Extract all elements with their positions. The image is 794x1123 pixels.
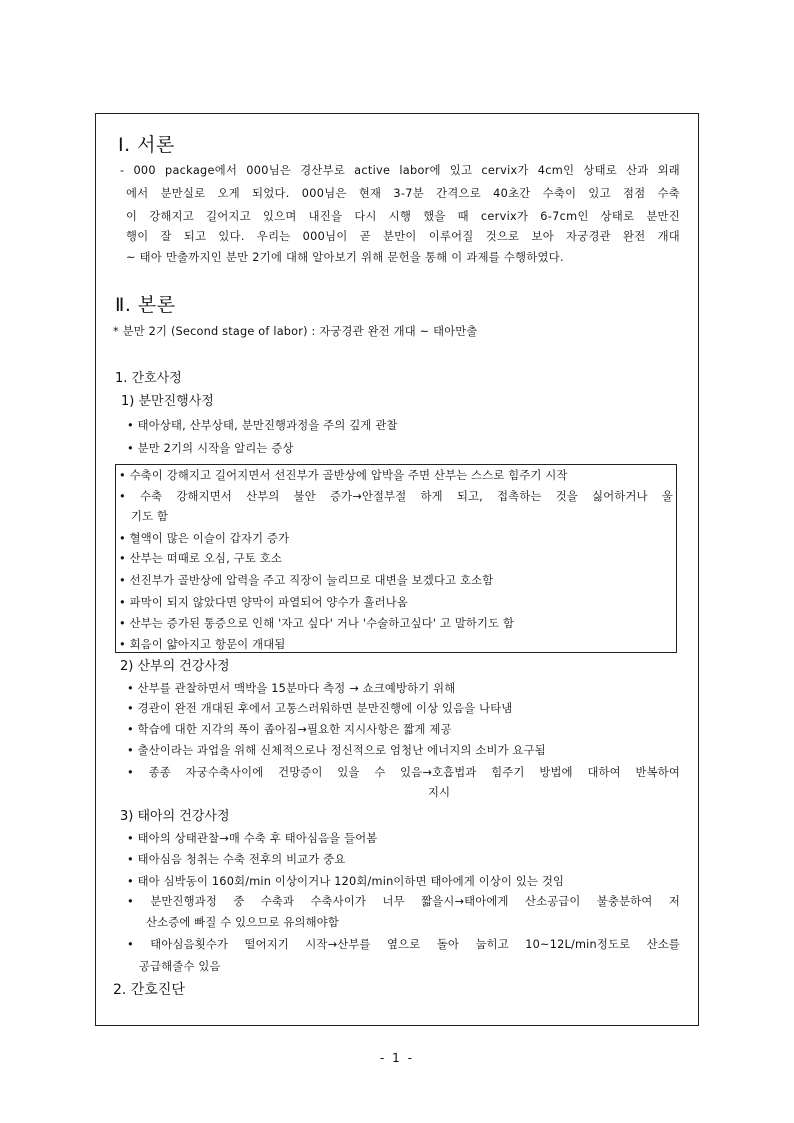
list-item: • 학습에 대한 지각의 폭이 좁아짐→필요한 지시사항은 짧게 제공 [127,723,452,736]
paragraph-line: 이 강해지고 길어지고 있으며 내진을 다시 시행 했을 때 cervix가 6-7cm인 상태로 분만진 [126,210,680,223]
list-item: • 태아 심박동이 160회/min 이상이거나 120회/min이하면 태아에게 이상이 있는 것임 [127,875,565,888]
list-item: • 분만 2기의 시작을 알리는 증상 [127,442,294,455]
box-list-item: • 산부는 떠때로 오심, 구토 호소 [119,552,282,565]
box-list-item: • 수축이 강해지고 길어지면서 선진부가 골반상에 압박을 주면 산부는 스스로 힘주기 시작 [119,469,568,482]
list-item: • 출산이라는 과업을 위해 신체적으로나 정신적으로 엄청난 에너지의 소비가 요구됨 [127,744,546,757]
list-item: • 종종 자궁수축사이에 건망증이 있을 수 있음→호흡법과 힘주기 방법에 대하여 반복하여 [127,766,680,779]
section-heading-body: Ⅱ. 본론 [115,294,176,316]
box-list-item: 기도 함 [131,510,169,523]
list-item: • 경관이 완전 개대된 후에서 고통스러워하면 분만진행에 이상 있음을 나타냄 [127,702,513,715]
paragraph-line: 행이 잘 되고 있다. 우리는 000님이 곧 분만이 이루어질 것으로 보아 자궁경관 완전 개대 [126,230,680,243]
box-list-item: • 회음이 얇아지고 항문이 개대됨 [119,638,286,651]
part-title-maternal-health: 2) 산부의 건강사정 [120,659,230,674]
list-item: • 태아심음 청취는 수축 전후의 비교가 중요 [127,853,346,866]
box-list-item: • 선진부가 골반상에 압력을 주고 직장이 눌리므로 대변을 보겠다고 호소함 [119,574,494,587]
box-list-item: • 혈액이 많은 이슬이 갑자기 증가 [119,532,290,545]
section-heading-introduction: Ⅰ. 서론 [118,134,175,156]
list-item: • 태아상태, 산부상태, 분만진행과정을 주의 깊게 관찰 [127,419,398,432]
list-item-continuation: 공급해줄수 있음 [139,960,221,973]
list-item: • 산부를 관찰하면서 맥박을 15분마다 측정 → 쇼크예방하기 위해 [127,682,456,695]
box-list-item: • 산부는 증가된 통증으로 인해 '자고 싶다' 거나 '수술하고싶다' 고 말하기도 함 [119,617,515,630]
paragraph-line: 에서 분만실로 오게 되었다. 000님은 현재 3-7분 간격으로 40초간 수축이 있고 점점 수축 [126,187,680,200]
list-item: • 태아심음횟수가 떨어지기 시작→산부를 옆으로 돌아 눕히고 10~12L/min정도로 산소를 [127,938,680,951]
list-item-continuation: 산소증에 빠질 수 있으므로 유의해야함 [146,916,339,929]
list-item: • 분만진행과정 중 수축과 수축사이가 너무 짧을시→태아에게 산소공급이 불충분하여 저 [127,895,680,908]
paragraph-line: ~ 태아 만출까지인 분만 2기에 대해 알아보기 위해 문헌을 통해 이 과제를 수행하였다. [126,251,564,264]
paragraph-line: - 000 package에서 000님은 경산부로 active labor에 있고 cervix가 4cm인 상태로 산과 외래 [120,164,680,177]
stage-definition: * 분만 2기 (Second stage of labor) : 자궁경관 완전 개대 ~ 태아만출 [113,325,478,338]
subsection-title-nursing-diagnosis: 2. 간호진단 [113,982,185,998]
list-item: • 태아의 상태관찰→매 수축 후 태아심음을 들어봄 [127,832,378,845]
page-number: - 1 - [380,1051,414,1065]
box-list-item: • 파막이 되지 않았다면 양막이 파열되어 양수가 흘러나옴 [119,596,408,609]
box-list-item: • 수축 강해지면서 산부의 불안 증가→안절부절 하게 되고, 접촉하는 것을 싫어하거나 울 [119,490,673,503]
list-item-continuation: 지시 [428,786,451,799]
part-title-fetal-health: 3) 태아의 건강사정 [120,809,230,824]
part-title-labor-progress: 1) 분만진행사정 [121,394,214,409]
subsection-title-nursing-assessment: 1. 간호사정 [115,371,182,386]
